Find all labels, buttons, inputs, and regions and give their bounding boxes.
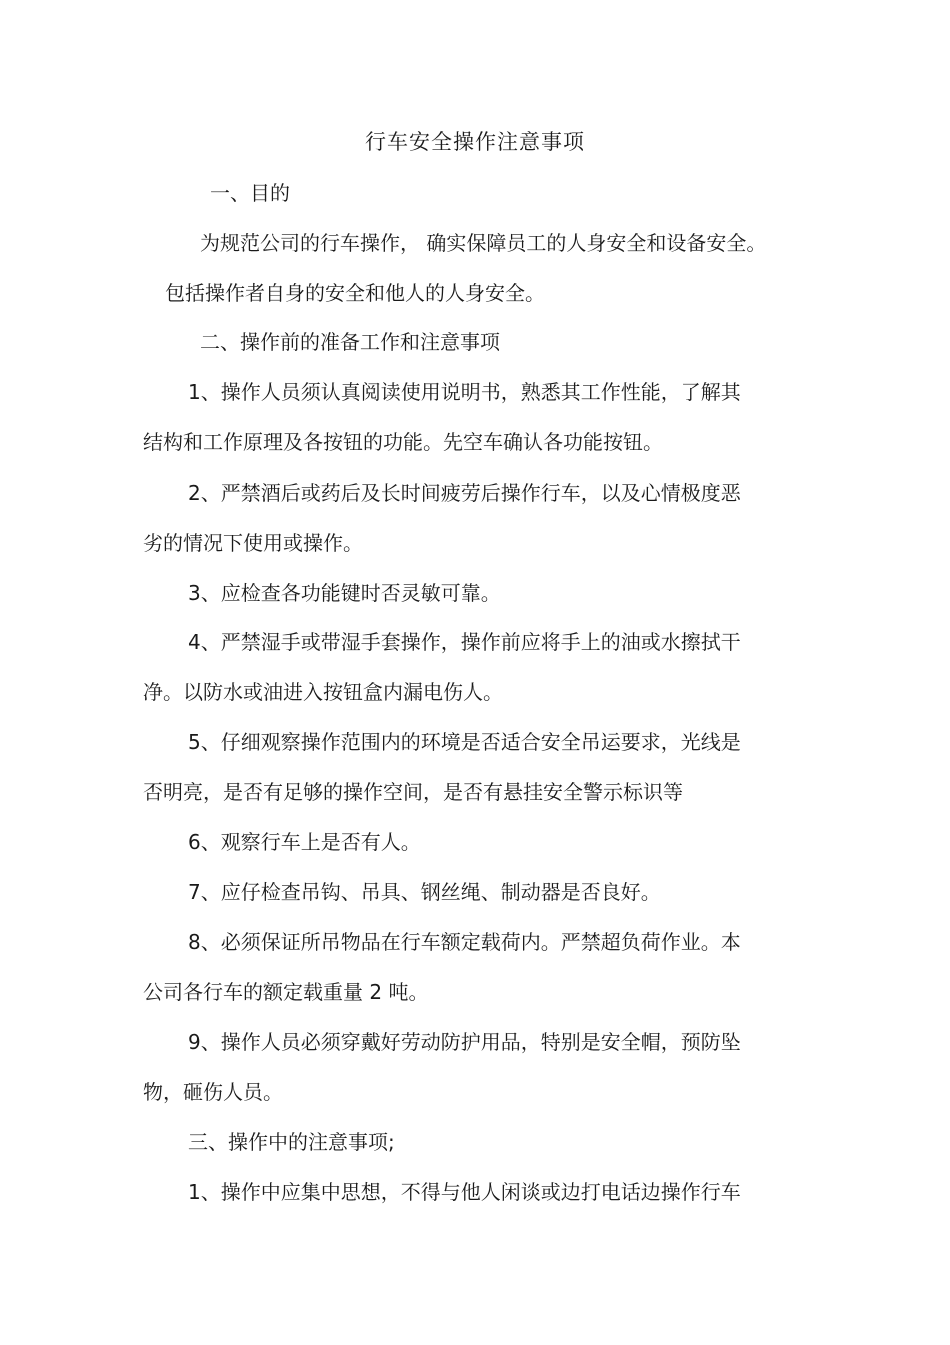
list-item: 7、应仔检查吊钩、吊具、钢丝绳、制动器是否良好。 [188, 880, 661, 904]
list-item: 1、操作人员须认真阅读使用说明书，熟悉其工作性能，了解其 [188, 380, 741, 404]
list-item: 2、严禁酒后或药后及长时间疲劳后操作行车，以及心情极度恶 [188, 481, 741, 505]
list-item-continuation: 物，砸伤人员。 [143, 1080, 283, 1104]
list-item: 4、严禁湿手或带湿手套操作，操作前应将手上的油或水擦拭干 [188, 630, 741, 654]
list-item-continuation: 劣的情况下使用或操作。 [143, 531, 363, 555]
section-heading-operation: 三、操作中的注意事项; [188, 1130, 395, 1154]
list-item-continuation: 公司各行车的额定载重量 2 吨。 [143, 980, 429, 1004]
section-heading-purpose: 一、目的 [210, 181, 290, 205]
list-item: 3、应检查各功能键时否灵敏可靠。 [188, 581, 501, 605]
section-heading-preparation: 二、操作前的准备工作和注意事项 [200, 330, 500, 354]
page-title: 行车安全操作注意事项 [365, 130, 585, 154]
list-item-continuation: 否明亮，是否有足够的操作空间，是否有悬挂安全警示标识等 [143, 780, 683, 804]
paragraph-line: 为规范公司的行车操作， 确实保障员工的人身安全和设备安全。 [200, 231, 767, 255]
list-item: 6、观察行车上是否有人。 [188, 830, 421, 854]
list-item: 9、操作人员必须穿戴好劳动防护用品，特别是安全帽，预防坠 [188, 1030, 741, 1054]
list-item-continuation: 净。以防水或油进入按钮盒内漏电伤人。 [143, 680, 503, 704]
list-item: 8、必须保证所吊物品在行车额定载荷内。严禁超负荷作业。本 [188, 930, 741, 954]
list-item: 5、仔细观察操作范围内的环境是否适合安全吊运要求，光线是 [188, 730, 741, 754]
list-item-continuation: 结构和工作原理及各按钮的功能。先空车确认各功能按钮。 [143, 430, 663, 454]
paragraph-line: 包括操作者自身的安全和他人的人身安全。 [165, 281, 545, 305]
list-item: 1、操作中应集中思想，不得与他人闲谈或边打电话边操作行车 [188, 1180, 741, 1204]
